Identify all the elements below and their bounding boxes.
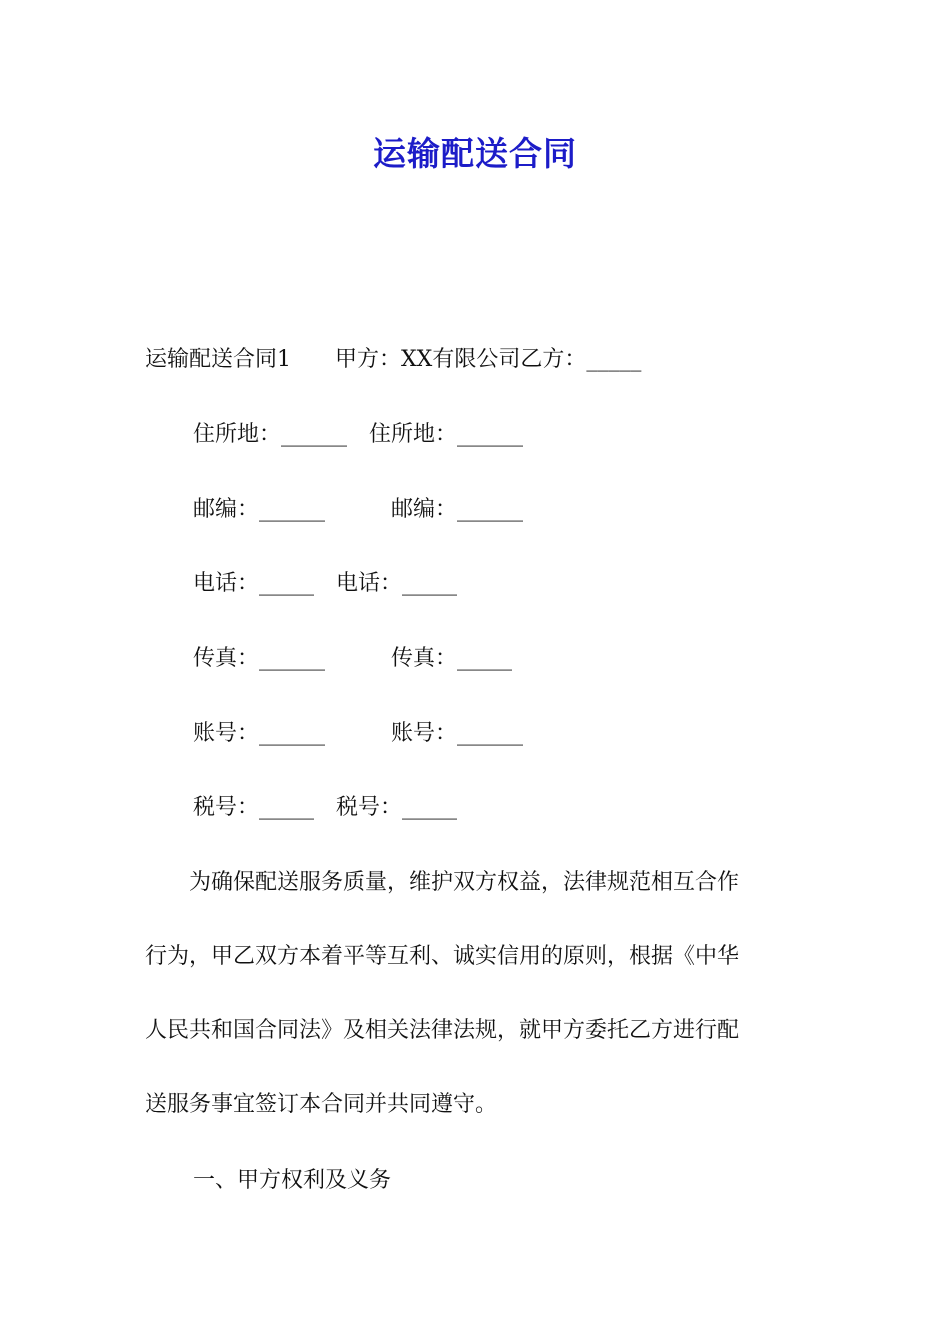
account-field-line: 账号：______ 账号：______ bbox=[193, 721, 524, 746]
address-field-line: 住所地：______ 住所地：______ bbox=[193, 422, 524, 447]
fax-field-line: 传真：______ 传真：_____ bbox=[193, 646, 513, 671]
intro-paragraph bbox=[145, 868, 807, 1164]
section-heading: 一、甲方权利及义务 bbox=[193, 1168, 392, 1193]
postcode-field-line: 邮编：______ 邮编：______ bbox=[193, 497, 524, 522]
document-title: 运输配送合同 bbox=[373, 134, 577, 173]
intro-line: 人民共和国合同法》及相关法律法规，就甲方委托乙方进行配 bbox=[145, 1018, 740, 1043]
intro-line: 为确保配送服务质量，维护双方权益，法律规范相互合作 bbox=[145, 870, 740, 895]
contract-header-line: 运输配送合同1 甲方：XX有限公司乙方：_____ bbox=[145, 347, 642, 372]
tax-id-field-line: 税号：_____ 税号：_____ bbox=[193, 795, 458, 820]
intro-line: 送服务事宜签订本合同并共同遵守。 bbox=[145, 1092, 498, 1117]
phone-field-line: 电话：_____ 电话：_____ bbox=[193, 571, 458, 596]
intro-line: 行为，甲乙双方本着平等互利、诚实信用的原则，根据《中华 bbox=[145, 944, 740, 969]
